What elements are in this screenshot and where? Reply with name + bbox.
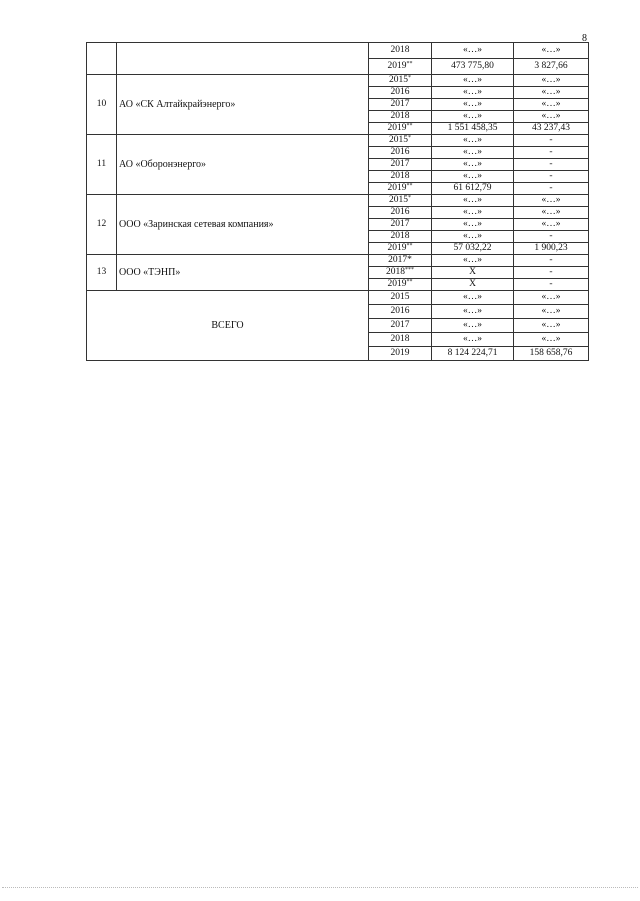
row-number: 10 <box>87 75 117 135</box>
year-value: 2019 <box>390 347 410 358</box>
row-number: 12 <box>87 195 117 255</box>
total-value-cell: «…» <box>514 333 589 347</box>
year-cell <box>369 243 432 255</box>
value-cell: «…» <box>514 43 589 59</box>
value-cell: «…» <box>432 207 514 219</box>
tariff-table <box>86 42 589 361</box>
year-cell <box>369 319 432 333</box>
value-cell: 1 551 458,35 <box>432 123 514 135</box>
year-cell <box>369 219 432 231</box>
year-value: 2016 <box>390 146 410 157</box>
year-value: 2015 <box>389 134 408 145</box>
year-cell <box>369 87 432 99</box>
year-value: 2017 <box>390 98 410 109</box>
year-value: 2018 <box>390 110 410 121</box>
value-cell: 43 237,43 <box>514 123 589 135</box>
total-label: ВСЕГО <box>87 291 369 361</box>
row-number <box>87 43 117 75</box>
year-cell <box>369 267 432 279</box>
year-cell <box>369 159 432 171</box>
table-body <box>87 43 589 361</box>
footnote-mark: * <box>408 194 411 201</box>
year-value: 2015 <box>389 194 408 205</box>
year-cell <box>369 147 432 159</box>
year-value: 2018 <box>390 333 410 344</box>
year-value: 2018 <box>386 266 405 277</box>
value-cell: - <box>514 231 589 243</box>
value-cell: - <box>514 267 589 279</box>
year-value: 2016 <box>390 206 410 217</box>
company-name: ООО «ТЭНП» <box>117 255 369 291</box>
value-cell: 1 900,23 <box>514 243 589 255</box>
year-cell <box>369 195 432 207</box>
year-cell <box>369 99 432 111</box>
table-row <box>87 75 589 87</box>
total-value-cell: «…» <box>432 319 514 333</box>
year-value: 2016 <box>390 305 410 316</box>
year-cell <box>369 171 432 183</box>
value-cell: «…» <box>514 75 589 87</box>
footer-divider <box>2 887 638 888</box>
year-value: 2018 <box>390 44 410 55</box>
total-row <box>87 291 589 305</box>
table-row <box>87 195 589 207</box>
footnote-mark: *** <box>405 266 414 273</box>
value-cell: - <box>514 183 589 195</box>
value-cell: «…» <box>432 43 514 59</box>
year-cell <box>369 123 432 135</box>
value-cell: «…» <box>432 147 514 159</box>
footnote-mark: * <box>408 74 411 81</box>
total-value-cell: «…» <box>514 305 589 319</box>
year-cell <box>369 231 432 243</box>
year-value: 2015 <box>389 74 408 85</box>
value-cell: - <box>514 279 589 291</box>
year-cell <box>369 255 432 267</box>
row-number: 13 <box>87 255 117 291</box>
year-cell <box>369 43 432 59</box>
total-value-cell: «…» <box>514 319 589 333</box>
page-number: 8 <box>582 33 587 44</box>
value-cell: «…» <box>432 75 514 87</box>
value-cell: «…» <box>432 87 514 99</box>
year-cell <box>369 59 432 75</box>
year-cell <box>369 75 432 87</box>
year-value: 2017 <box>390 218 410 229</box>
value-cell: «…» <box>432 231 514 243</box>
table-row <box>87 43 589 59</box>
value-cell: - <box>514 255 589 267</box>
value-cell: 57 032,22 <box>432 243 514 255</box>
value-cell: - <box>514 159 589 171</box>
year-value: 2017* <box>388 254 412 265</box>
year-cell <box>369 183 432 195</box>
value-cell: - <box>514 135 589 147</box>
value-cell: «…» <box>514 99 589 111</box>
year-value: 2019 <box>387 122 407 133</box>
footnote-mark: ** <box>406 122 413 129</box>
value-cell: «…» <box>514 219 589 231</box>
total-value-cell: «…» <box>432 333 514 347</box>
value-cell: - <box>514 147 589 159</box>
footnote-mark: ** <box>406 278 413 285</box>
year-value: 2016 <box>390 86 410 97</box>
year-value: 2019 <box>387 60 407 71</box>
year-value: 2017 <box>390 158 410 169</box>
total-value-cell: «…» <box>432 305 514 319</box>
year-value: 2018 <box>390 170 410 181</box>
value-cell: «…» <box>432 219 514 231</box>
footnote-mark: ** <box>406 182 413 189</box>
value-cell: 473 775,80 <box>432 59 514 75</box>
table-row <box>87 135 589 147</box>
value-cell: «…» <box>514 111 589 123</box>
footnote-mark: ** <box>406 60 413 67</box>
value-cell: «…» <box>432 111 514 123</box>
value-cell: 61 612,79 <box>432 183 514 195</box>
value-cell: «…» <box>432 255 514 267</box>
company-name <box>117 43 369 75</box>
year-value: 2015 <box>390 291 410 302</box>
year-cell <box>369 305 432 319</box>
value-cell: «…» <box>432 159 514 171</box>
year-cell <box>369 279 432 291</box>
year-cell <box>369 207 432 219</box>
value-cell: «…» <box>432 99 514 111</box>
year-value: 2019 <box>387 242 407 253</box>
value-cell: - <box>514 171 589 183</box>
row-number: 11 <box>87 135 117 195</box>
year-cell <box>369 333 432 347</box>
table-row <box>87 255 589 267</box>
value-cell: «…» <box>514 195 589 207</box>
value-cell: «…» <box>432 171 514 183</box>
year-cell <box>369 347 432 361</box>
company-name: ООО «Заринская сетевая компания» <box>117 195 369 255</box>
company-name: АО «Оборонэнерго» <box>117 135 369 195</box>
company-name: АО «СК Алтайкрайэнерго» <box>117 75 369 135</box>
value-cell: «…» <box>432 195 514 207</box>
year-cell <box>369 291 432 305</box>
value-cell: 3 827,66 <box>514 59 589 75</box>
total-value-cell: 158 658,76 <box>514 347 589 361</box>
total-value-cell: «…» <box>514 291 589 305</box>
total-value-cell: «…» <box>432 291 514 305</box>
year-value: 2017 <box>390 319 410 330</box>
year-value: 2019 <box>387 278 407 289</box>
value-cell: «…» <box>514 207 589 219</box>
value-cell: X <box>432 267 514 279</box>
year-cell <box>369 111 432 123</box>
value-cell: «…» <box>514 87 589 99</box>
value-cell: «…» <box>432 135 514 147</box>
year-value: 2018 <box>390 230 410 241</box>
footnote-mark: ** <box>406 242 413 249</box>
value-cell: X <box>432 279 514 291</box>
footnote-mark: * <box>408 134 411 141</box>
year-value: 2019 <box>387 182 407 193</box>
year-cell <box>369 135 432 147</box>
total-value-cell: 8 124 224,71 <box>432 347 514 361</box>
